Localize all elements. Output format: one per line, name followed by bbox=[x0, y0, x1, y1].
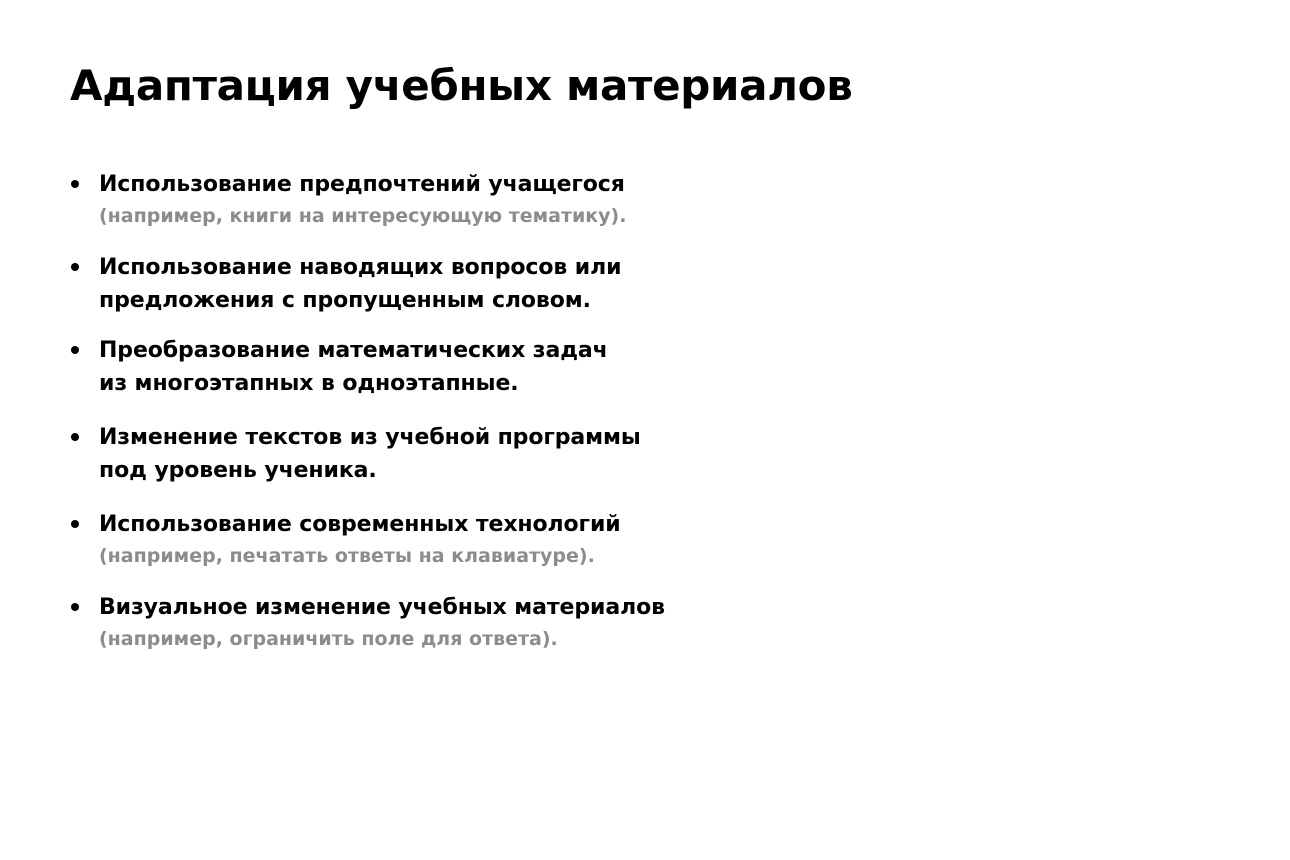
bullet-text: Использование предпочтений учащегося bbox=[99, 172, 625, 197]
bullet-text: Использование наводящих вопросов или bbox=[99, 255, 622, 280]
bullet-note: (например, ограничить поле для ответа). bbox=[99, 628, 558, 650]
bullet-note: (например, печатать ответы на клавиатуре). bbox=[99, 545, 595, 567]
bullet-item bbox=[70, 591, 665, 674]
bullet-text-continuation: предложения с пропущенным словом. bbox=[99, 288, 591, 313]
bullet-text: Визуальное изменение учебных материалов bbox=[99, 595, 665, 620]
bullet-dot-icon bbox=[71, 263, 79, 271]
bullet-note: (например, книги на интересующую тематику). bbox=[99, 205, 627, 227]
bullet-item bbox=[70, 334, 665, 421]
bullet-text: Изменение текстов из учебной программы bbox=[99, 425, 641, 450]
bullet-text: Преобразование математических задач bbox=[99, 338, 608, 363]
bullet-item bbox=[70, 251, 665, 334]
bullet-dot-icon bbox=[71, 520, 79, 528]
bullet-dot-icon bbox=[71, 180, 79, 188]
bullet-dot-icon bbox=[71, 433, 79, 441]
bullet-item bbox=[70, 168, 665, 251]
bullet-item bbox=[70, 508, 665, 591]
bullet-text-continuation: из многоэтапных в одноэтапные. bbox=[99, 371, 519, 396]
bullet-dot-icon bbox=[71, 346, 79, 354]
bullet-dot-icon bbox=[71, 603, 79, 611]
bullet-text-continuation: под уровень ученика. bbox=[99, 458, 377, 483]
bullet-text: Использование современных технологий bbox=[99, 512, 621, 537]
slide-title: Адаптация учебных материалов bbox=[70, 61, 853, 110]
bullet-item bbox=[70, 421, 665, 508]
bullet-list bbox=[70, 168, 665, 674]
